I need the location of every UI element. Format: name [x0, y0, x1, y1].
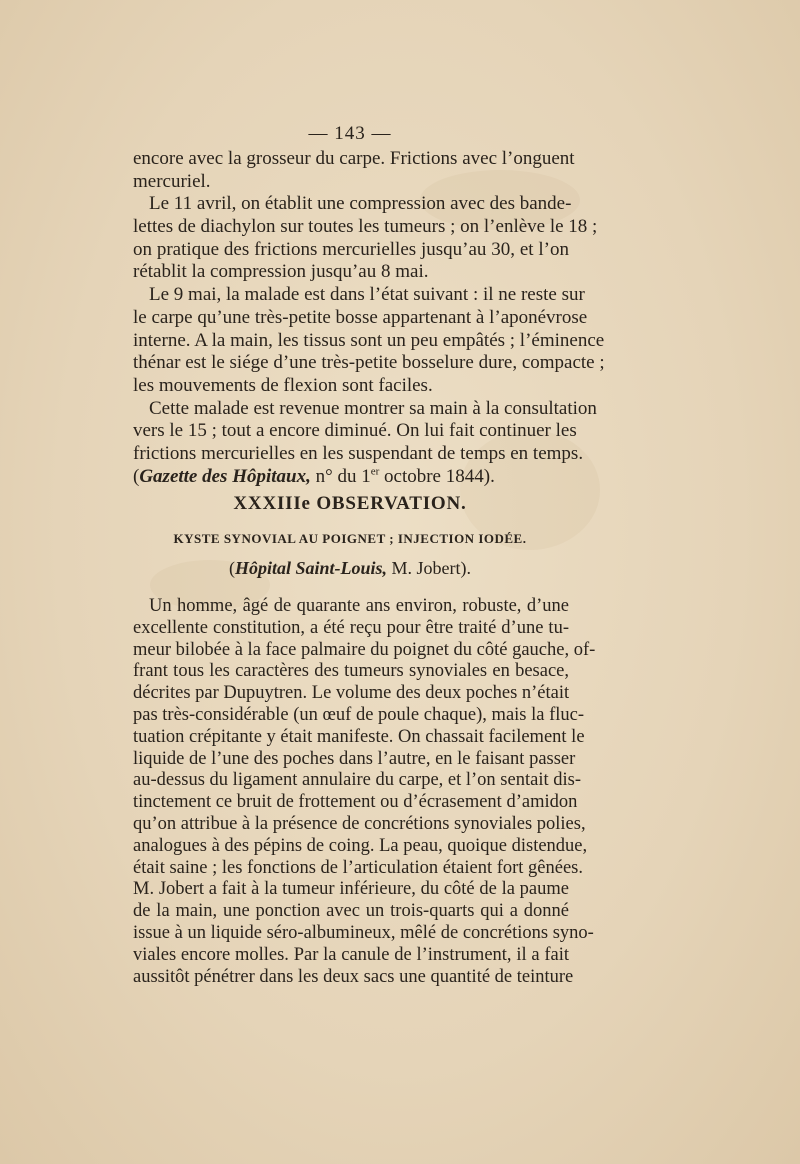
text-line: tuation crépitante y était manifeste. On chassait facilement le: [133, 726, 585, 747]
text-line: on pratique des frictions mercurielles jusqu’au 30, et l’on: [133, 238, 569, 260]
text-line: Cette malade est revenue montrer sa main à la consultation: [149, 397, 597, 419]
text-line: viales encore molles. Par la canule de l’instrument, il a fait: [133, 944, 569, 965]
page-number: — 143 —: [308, 123, 392, 144]
citation-superscript: er: [370, 465, 380, 478]
text-line: Un homme, âgé de quarante ans environ, robuste, d’une: [149, 596, 569, 616]
text-line: qu’on attribue à la présence de concrétions synoviales polies,: [133, 813, 586, 834]
citation-line: [133, 466, 569, 489]
text-line: analogues à des pépins de coing. La peau, quoique distendue,: [133, 835, 588, 856]
text-line: mercuriel.: [133, 170, 211, 192]
text-line: aussitôt pénétrer dans les deux sacs une quantité de teinture: [133, 966, 574, 987]
text-line: issue à un liquide séro-albumineux, mêlé de concrétions syno-: [133, 922, 594, 943]
text-line: décrites par Dupuytren. Le volume des deux poches n’était: [133, 683, 570, 704]
journal-title: Gazette des Hôpitaux,: [139, 465, 311, 487]
text-line: les mouvements de flexion sont faciles.: [133, 374, 433, 396]
text-line: était saine ; les fonctions de l’articulation étaient fort gênées.: [133, 857, 583, 878]
text-line: interne. A la main, les tissus sont un peu empâtés ; l’éminence: [133, 329, 605, 351]
doctor-name: M. Jobert).: [391, 558, 472, 578]
text-line: pas très-considérable (un œuf de poule chaque), mais la fluc-: [133, 704, 585, 725]
text-line: tinctement ce bruit de frottement ou d’écrasement d’amidon: [133, 792, 578, 813]
text-line: liquide de l’une des poches dans l’autre, en le faisant passer: [133, 748, 576, 769]
text-line: au-dessus du ligament annulaire du carpe, et l’on sentait dis-: [133, 770, 581, 791]
observation-source: [0, 558, 700, 579]
text-line: vers le 15 ; tout a encore diminué. On lui fait continuer les: [133, 420, 577, 442]
citation-number: n° du 1: [315, 465, 371, 487]
text-line: Le 11 avril, on établit une compression avec des bande-: [149, 193, 572, 215]
citation-date: octobre 1844).: [384, 465, 495, 487]
text-line: thénar est le siége d’une très-petite bosselure dure, compacte ;: [133, 352, 605, 374]
text-line: frant tous les caractères des tumeurs synoviales en besace,: [133, 661, 569, 682]
text-line: excellente constitution, a été reçu pour être traité d’une tu-: [133, 617, 569, 638]
text-line: rétablit la compression jusqu’au 8 mai.: [133, 261, 429, 283]
continued-observation-text: [133, 148, 605, 488]
text-line: le carpe qu’une très-petite bosse appartenant à l’aponévrose: [133, 306, 588, 328]
observation-title: XXXIIIe OBSERVATION.: [233, 493, 467, 514]
observation-body: [133, 596, 596, 988]
text-line: Le 9 mai, la malade est dans l’état suivant : il ne reste sur: [149, 284, 585, 306]
text-line: de la main, une ponction avec un trois-quarts qui a donné: [133, 901, 569, 922]
citation-paren: (: [133, 465, 140, 487]
hospital-name: Hôpital Saint-Louis,: [234, 558, 388, 578]
text-line: M. Jobert a fait à la tumeur inférieure, du côté de la paume: [133, 879, 569, 900]
source-paren: (: [228, 558, 235, 578]
text-line: meur bilobée à la face palmaire du poignet du côté gauche, of-: [133, 639, 596, 660]
text-line: lettes de diachylon sur toutes les tumeurs ; on l’enlève le 18 ;: [133, 216, 598, 238]
text-line: encore avec la grosseur du carpe. Frictions avec l’onguent: [133, 148, 575, 169]
text-line: frictions mercurielles en les suspendant de temps en temps.: [133, 442, 584, 464]
observation-subtitle: KYSTE SYNOVIAL AU POIGNET ; INJECTION IODÉE.: [173, 531, 527, 546]
